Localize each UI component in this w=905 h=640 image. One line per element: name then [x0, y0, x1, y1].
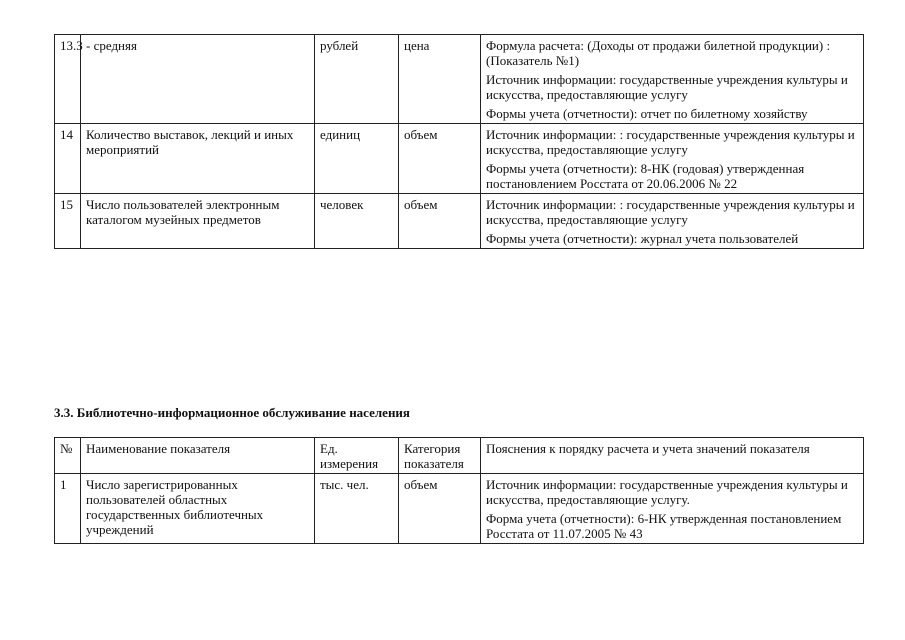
indicator-category: объем — [399, 474, 481, 544]
unit-of-measure: единиц — [315, 124, 399, 194]
table-row — [55, 474, 864, 544]
header-unit: Ед. измерения — [315, 438, 399, 474]
indicator-name: Число пользователей электронным каталогом музейных предметов — [81, 194, 315, 249]
note-paragraph: Формы учета (отчетности): журнал учета пользователей — [486, 231, 799, 246]
header-number: № — [55, 438, 81, 474]
header-category: Категория показателя — [399, 438, 481, 474]
calculation-notes — [481, 474, 864, 544]
note-paragraph: Формы учета (отчетности): отчет по билетному хозяйству — [486, 106, 808, 121]
note-paragraph: Форма учета (отчетности): 6-НК утвержденная постановлением Росстата от 11.07.2005 № 43 — [486, 511, 842, 541]
calculation-notes — [481, 124, 864, 194]
unit-of-measure: человек — [315, 194, 399, 249]
indicator-category: объем — [399, 124, 481, 194]
note-paragraph: Источник информации: государственные учреждения культуры и искусства, предоставляющие услугу. — [486, 477, 848, 507]
indicator-name: Число зарегистрированных пользователей областных государственных библиотечных учреждений — [81, 474, 315, 544]
row-number: 1 — [55, 474, 81, 544]
note-paragraph: Источник информации: : государственные учреждения культуры и искусства, предоставляющие услугу — [486, 127, 855, 157]
table-header-row — [55, 438, 864, 474]
indicator-category: цена — [399, 35, 481, 124]
table-row — [55, 124, 864, 194]
indicator-category: объем — [399, 194, 481, 249]
note-paragraph: Источник информации: : государственные учреждения культуры и искусства, предоставляющие услугу — [486, 197, 855, 227]
calculation-notes — [481, 35, 864, 124]
table-row — [55, 35, 864, 124]
indicator-name: Количество выставок, лекций и иных мероприятий — [81, 124, 315, 194]
note-paragraph: Источник информации: государственные учреждения культуры и искусства, предоставляющие услугу — [486, 72, 848, 102]
header-notes: Пояснения к порядку расчета и учета значений показателя — [481, 438, 864, 474]
unit-of-measure: рублей — [315, 35, 399, 124]
calculation-notes — [481, 194, 864, 249]
note-paragraph: Формула расчета: (Доходы от продажи билетной продукции) : (Показатель №1) — [486, 38, 831, 68]
row-number: 13.3 — [55, 35, 81, 124]
indicators-table-continued — [54, 34, 864, 249]
row-number: 15 — [55, 194, 81, 249]
library-services-table — [54, 437, 864, 544]
note-paragraph: Формы учета (отчетности): 8-НК (годовая) утвержденная постановлением Росстата от 20.06.2006 № 22 — [486, 161, 805, 191]
header-indicator-name: Наименование показателя — [81, 438, 315, 474]
table-row — [55, 194, 864, 249]
row-number: 14 — [55, 124, 81, 194]
unit-of-measure: тыс. чел. — [315, 474, 399, 544]
indicator-name: - средняя — [81, 35, 315, 124]
section-heading: 3.3. Библиотечно-информационное обслуживание населения — [54, 405, 410, 420]
